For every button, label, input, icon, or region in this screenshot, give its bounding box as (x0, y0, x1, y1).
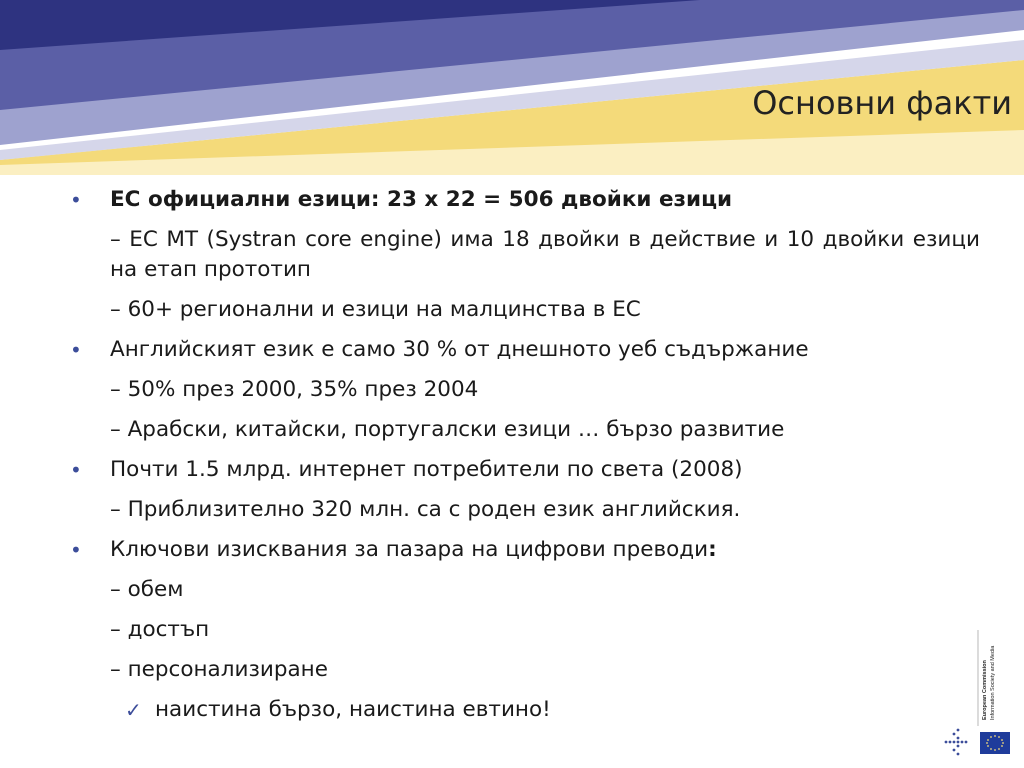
sub-item-text: – 50% през 2000, 35% през 2004 (110, 377, 479, 402)
bullet-text: Почти 1.5 млрд. интернет потребители по света (2008) (110, 457, 743, 482)
bullet-text: ЕС официални езици: 23 x 22 = 506 двойки езици (110, 187, 733, 212)
bullet-text: Ключови изисквания за пазара на цифрови преводи (110, 537, 709, 562)
bullet-item-2 (70, 335, 980, 365)
sub-item-text: – Арабски, китайски, португалски езици … бързо развитие (110, 417, 785, 442)
bullet-marker: • (70, 188, 82, 212)
bullet-marker: • (70, 338, 82, 362)
sub-item-3a (70, 495, 980, 525)
slide-title: Основни факти (752, 84, 1012, 122)
logo-text-line1: European Commission (982, 660, 988, 720)
sub-item-text: – персонализиране (110, 657, 328, 682)
sub-item-1a (70, 225, 980, 285)
bullet-item-3 (70, 455, 980, 485)
sub-item-text: – Приблизително 320 млн. са с роден език английския. (110, 497, 741, 522)
bullet-marker: • (70, 458, 82, 482)
sub-item-2b (70, 415, 980, 445)
sub-item-4a (70, 575, 980, 605)
sub-item-text: – обем (110, 577, 184, 602)
checkmark-icon: ✓ (125, 698, 142, 722)
sub-item-1b (70, 295, 980, 325)
bullet-suffix: : (708, 537, 717, 562)
sub-item-text: – ЕС МТ (Systran core engine) има 18 двойки в действие и 10 двойки езици на етап прототип (110, 227, 980, 282)
eu-flag-icon (980, 732, 1010, 754)
bullet-marker: • (70, 538, 82, 562)
sub-item-text: – достъп (110, 617, 210, 642)
sub-item-4c (70, 655, 980, 685)
sub-item-text: – 60+ регионални и езици на малцинства в ЕС (110, 297, 641, 322)
check-item-text: наистина бързо, наистина евтино! (155, 697, 551, 722)
bullet-text: Английският език е само 30 % от днешното уеб съдържание (110, 337, 809, 362)
check-item (70, 695, 980, 725)
bullet-item-1 (70, 185, 980, 215)
bullet-list (70, 185, 980, 735)
bullet-item-4 (70, 535, 980, 565)
logo-text-line2: Information Society and Media (990, 645, 996, 720)
sub-item-4b (70, 615, 980, 645)
sub-item-2a (70, 375, 980, 405)
dot-pattern-icon (945, 729, 968, 756)
european-commission-logo (940, 630, 1012, 758)
